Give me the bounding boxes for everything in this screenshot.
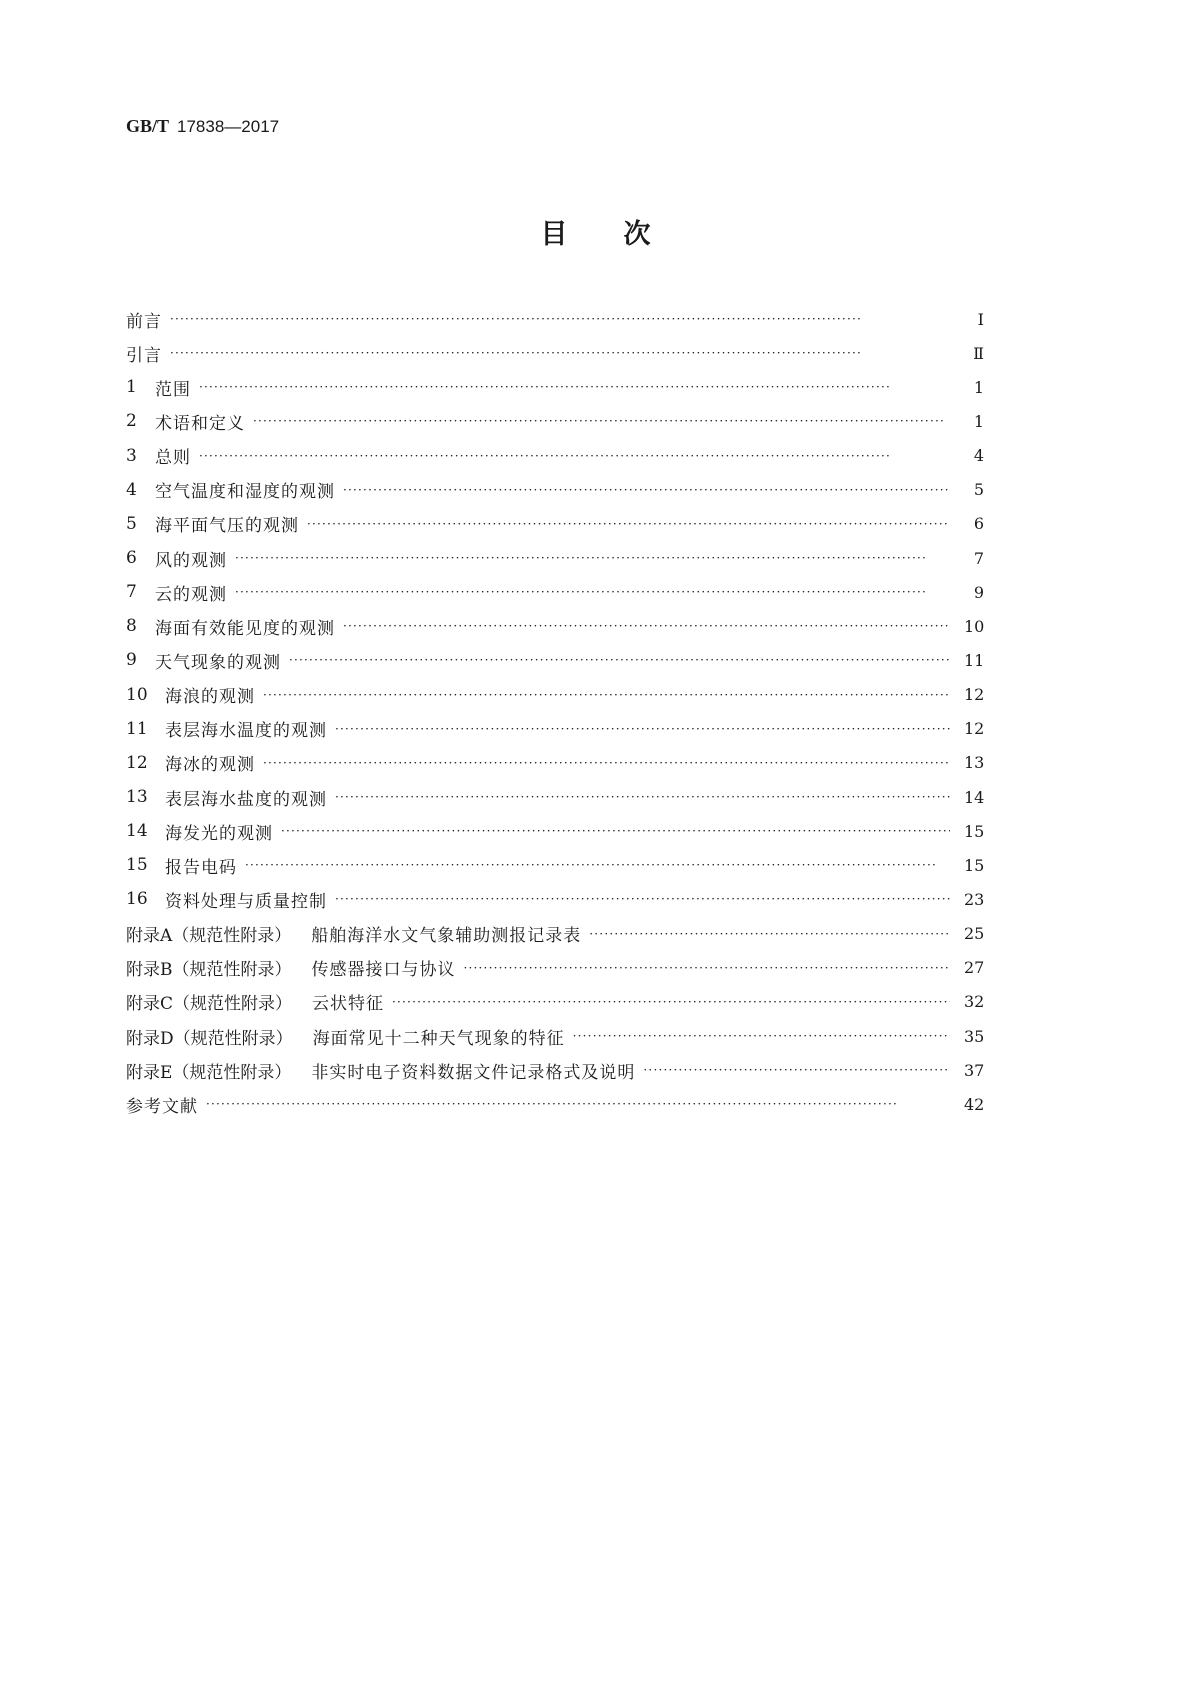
toc-entry-number: 附录D（规范性附录） [126,1028,293,1049]
toc-entry-page: 12 [964,685,985,705]
toc-entry[interactable] [126,780,984,814]
toc-entry-title: 参考文献 [126,1096,198,1117]
toc-entry-number: 10 [126,684,148,705]
toc-entry-title: 船舶海洋水文气象辅助测报记录表 [311,926,582,947]
toc-entry[interactable] [126,643,984,677]
toc-entry-title: 表层海水盐度的观测 [165,789,327,810]
toc-entry-title: 海面常见十二种天气现象的特征 [312,1028,565,1049]
toc-entry-number: 11 [126,718,148,739]
toc-entry[interactable] [126,951,984,985]
toc-entry[interactable] [126,1019,984,1053]
toc-entry-number: 附录E（规范性附录） [126,1062,292,1083]
toc-entry-title: 资料处理与质量控制 [165,891,327,912]
toc-entry-title: 云的观测 [155,584,227,605]
toc-entry[interactable] [126,541,984,575]
toc-entry-number: 16 [126,889,148,910]
toc-entry[interactable] [126,1087,984,1121]
table-of-contents [126,302,984,1121]
dot-leader [643,1063,950,1077]
standard-code: GB/T [126,116,170,136]
toc-entry-title: 传感器接口与协议 [311,960,456,981]
toc-entry-title: 海面有效能见度的观测 [155,618,335,639]
dot-leader [170,312,950,326]
dot-leader [335,892,950,906]
toc-entry-number: 12 [126,752,148,773]
toc-entry-page: 32 [964,992,985,1012]
toc-entry-title: 非实时电子资料数据文件记录格式及说明 [311,1062,636,1083]
toc-entry-number: 6 [126,548,137,569]
toc-entry-page: 37 [964,1060,985,1080]
toc-entry-title: 海浪的观测 [165,687,255,708]
dot-leader [281,824,950,838]
dot-leader [199,449,950,463]
toc-entry-page: 4 [973,446,984,466]
toc-entry-title: 风的观测 [155,550,227,571]
toc-entry-title: 表层海水温度的观测 [165,721,327,742]
toc-entry-title: 术语和定义 [155,413,245,434]
toc-entry-number: 1 [126,377,137,398]
toc-entry-number: 3 [126,445,137,466]
toc-entry-page: 10 [964,616,985,636]
toc-entry-title: 海发光的观测 [165,823,273,844]
toc-entry[interactable] [126,882,984,916]
dot-leader [235,585,950,599]
toc-entry-title: 海平面气压的观测 [155,516,299,537]
toc-entry-page: 14 [964,787,985,807]
standard-number: 17838—2017 [177,117,280,136]
toc-entry-number: 14 [126,821,148,842]
dot-leader [464,961,951,975]
toc-entry[interactable] [126,302,984,336]
toc-entry-page: 11 [964,650,985,670]
toc-entry-title: 报告电码 [165,857,237,878]
toc-entry-page: 25 [964,924,985,944]
toc-entry-number: 8 [126,616,137,637]
toc-entry[interactable] [126,370,984,404]
toc-entry-page: 15 [964,821,985,841]
toc-entry[interactable] [126,575,984,609]
toc-entry[interactable] [126,1053,984,1087]
dot-leader [253,414,950,428]
toc-entry-page: Ⅱ [973,343,984,363]
toc-entry-title: 空气温度和湿度的观测 [155,482,335,503]
dot-leader [263,756,950,770]
dot-leader [589,927,950,941]
toc-entry-number: 13 [126,787,148,808]
dot-leader [335,722,950,736]
toc-entry-number: 5 [126,513,137,534]
dot-leader [343,619,950,633]
toc-entry-page: 6 [973,514,984,534]
toc-entry[interactable] [126,678,984,712]
toc-entry-page: Ⅰ [977,309,984,329]
toc-entry-number: 9 [126,650,137,671]
toc-entry-page: 7 [973,548,984,568]
dot-leader [245,858,950,872]
toc-entry-title: 云状特征 [312,994,385,1015]
dot-leader [206,1097,950,1111]
toc-entry-number: 7 [126,582,137,603]
dot-leader [343,483,950,497]
toc-entry[interactable] [126,985,984,1019]
toc-entry-page: 1 [973,411,984,431]
toc-entry[interactable] [126,404,984,438]
toc-entry-number: 15 [126,855,148,876]
toc-entry-page: 35 [964,1026,985,1046]
toc-entry-page: 42 [964,1094,985,1114]
toc-entry-number: 附录A（规范性附录） [126,926,292,947]
toc-entry[interactable] [126,336,984,370]
toc-entry-title: 范围 [155,379,191,400]
toc-entry-title: 海冰的观测 [165,755,255,776]
dot-leader [307,517,950,531]
standard-header [126,116,279,137]
toc-entry-number: 附录C（规范性附录） [126,994,293,1015]
toc-entry[interactable] [126,507,984,541]
dot-leader [573,1029,950,1043]
toc-entry-page: 1 [973,377,984,397]
toc-entry-title: 总则 [155,448,191,469]
toc-entry[interactable] [126,439,984,473]
dot-leader [263,688,950,702]
toc-entry-number: 4 [126,479,137,500]
toc-entry[interactable] [126,609,984,643]
dot-leader [289,653,950,667]
toc-entry-number: 附录B（规范性附录） [126,960,292,981]
dot-leader [392,995,950,1009]
toc-entry[interactable] [126,917,984,951]
dot-leader [235,551,950,565]
toc-entry-page: 23 [964,889,985,909]
toc-entry[interactable] [126,746,984,780]
toc-entry-title: 前言 [126,311,162,332]
toc-entry-page: 13 [964,753,985,773]
toc-entry-title: 引言 [126,345,162,366]
dot-leader [199,380,950,394]
dot-leader [335,790,950,804]
toc-entry-page: 5 [973,480,984,500]
toc-entry-page: 9 [973,582,984,602]
page-title: 目次 [540,219,707,250]
toc-entry-number: 2 [126,411,137,432]
toc-entry-title: 天气现象的观测 [155,652,281,673]
toc-entry[interactable] [126,712,984,746]
toc-entry[interactable] [126,473,984,507]
toc-entry-page: 15 [964,855,985,875]
toc-entry-page: 27 [964,958,985,978]
dot-leader [170,346,950,360]
toc-entry[interactable] [126,848,984,882]
toc-entry-page: 12 [964,719,985,739]
toc-entry[interactable] [126,814,984,848]
